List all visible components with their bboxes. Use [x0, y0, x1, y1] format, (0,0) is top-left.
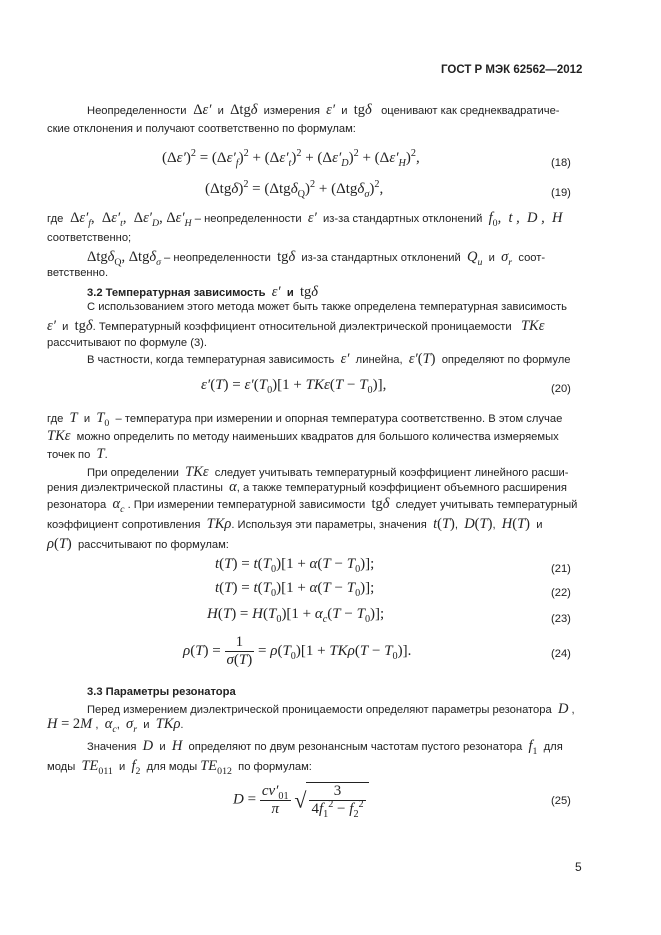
- equation-25: D = $\frac{cv'_{01}}{\pi}$ √ $\frac{3}{4f_1^2 - f_2^2}$: [233, 782, 369, 818]
- paragraph-uncertainties-line2: ские отклонения и получают соответственно по формулам:: [47, 123, 356, 135]
- paragraph-determination: При определении TKε следует учитывать температурный коэффициент линейного расши-: [87, 464, 569, 480]
- equation-number-22: (22): [551, 587, 571, 599]
- paragraph-uncertainties: Неопределенности Δε′ и Δtgδ измерения ε′ и tgδ оценивают как среднеквадратиче-: [87, 102, 560, 118]
- paragraph-where-1: где $\Delta\varepsilon'_f$, $\Delta\varepsilon'_t$, $\Delta\varepsilon'_D$, $\Delta\varepsilon'_H$ – неопределенности ε′ из-за стандартных отклонений $f_0$, t , D , H: [47, 210, 563, 229]
- paragraph-determination-line5: ρ(T) рассчитывают по формулам:: [47, 536, 229, 552]
- paragraph-where-2-line2: ветственно.: [47, 267, 109, 279]
- equation-number-19: (19): [551, 187, 571, 199]
- equation-number-23: (23): [551, 613, 571, 625]
- section-3-3-heading: 3.3 Параметры резонатора: [87, 686, 236, 698]
- section-3-3-line1: Перед измерением диэлектрической проницаемости определяют параметры резонатора D ,: [87, 701, 575, 717]
- section-3-2-line2: ε′ и tgδ. Температурный коэффициент относительной диэлектрической проницаемости TKε: [47, 318, 545, 334]
- equation-number-20: (20): [551, 383, 571, 395]
- paragraph-temperature-line3: точек по T.: [47, 446, 108, 462]
- paragraph-temperature-line2: TKε можно определить по методу наименьших квадратов для большого количества измеряемых: [47, 428, 559, 444]
- paragraph-where-2: Δtgδ$_Q$, Δtgδ$_\sigma$ – неопределенности tgδ из-за стандартных отклонений $Q_u$ и $\sigma_r$ соот-: [87, 249, 546, 268]
- equation-number-24: (24): [551, 648, 571, 660]
- section-3-3-line4: моды $TE_{011}$ и $f_2$ для моды $TE_{012}$ по формулам:: [47, 758, 312, 777]
- equation-19: $(\Delta tg\delta)^2 = (\Delta tg\delta_Q)^2 + (\Delta tg\delta_\sigma)^2$,: [205, 179, 384, 200]
- section-3-3-line2: H = 2M , $\alpha_c$, $\sigma_r$ и TKρ.: [47, 716, 184, 735]
- page-number: 5: [575, 860, 582, 874]
- section-3-2-heading: 3.2 Температурная зависимость ε′ и tgδ: [87, 284, 318, 300]
- equation-21: $t(T) = t(T_0)[1 + \alpha(T - T_0)]$;: [215, 556, 375, 575]
- section-3-2-line3: рассчитывают по формуле (3).: [47, 337, 208, 349]
- paragraph-where-1-line2: соответственно;: [47, 232, 132, 244]
- equation-number-25: (25): [551, 795, 571, 807]
- equation-number-21: (21): [551, 563, 571, 575]
- paragraph-determination-line3: резонатора $\alpha_c$ . При измерении температурной зависимости tgδ следует учитывать температурный: [47, 496, 578, 515]
- document-standard-header: ГОСТ Р МЭК 62562—2012: [441, 64, 583, 76]
- equation-18: $(\Delta\varepsilon')^2 = (\Delta\varepsilon'_f)^2 + (\Delta\varepsilon'_t)^2 + (\Delta\varepsilon'_D)^2 + (\Delta\varepsilon'_H)^2$,: [162, 148, 420, 169]
- section-3-3-line3: Значения D и H определяют по двум резонансным частотам пустого резонатора $f_1$ для: [87, 738, 563, 757]
- section-3-2-line1: С использованием этого метода может быть также определена температурная зависимость: [87, 301, 568, 313]
- equation-number-18: (18): [551, 157, 571, 169]
- equation-22: $t(T) = t(T_0)[1 + \alpha(T - T_0)]$;: [215, 580, 375, 599]
- equation-24: ρ(T) = $\frac{1}{\sigma(T)}$ = $\rho(T_0)[1 + TK\rho(T - T_0)]$.: [183, 634, 412, 668]
- equation-23: $H(T) = H(T_0)[1 + \alpha_c(T - T_0)]$;: [207, 606, 385, 625]
- paragraph-determination-line4: коэффициент сопротивления TKρ. Используя эти параметры, значения t(T), D(T), H(T) и: [47, 516, 543, 532]
- equation-20: $\varepsilon'(T) = \varepsilon'(T_0)[1 + TK\varepsilon(T - T_0)]$,: [201, 377, 387, 396]
- section-3-2-line4: В частности, когда температурная зависимость ε′ линейна, ε′(T) определяют по формуле: [87, 351, 571, 367]
- paragraph-temperature: где T и $T_0$ – температура при измерении и опорная температура соответственно. В этом случае: [47, 410, 563, 429]
- paragraph-determination-line2: рения диэлектрической пластины α, а также температурный коэффициент объемного расширения: [47, 479, 567, 495]
